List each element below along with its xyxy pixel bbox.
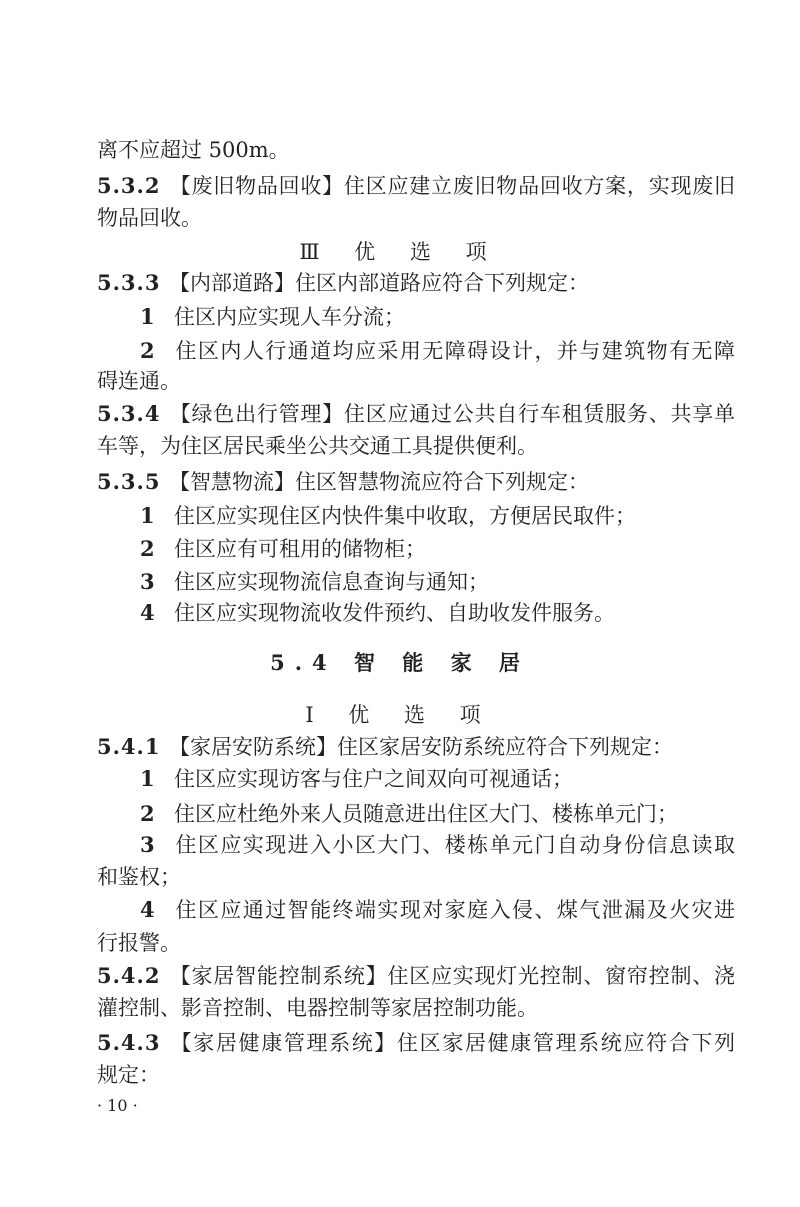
item-number: 2	[140, 801, 155, 826]
text-line: 行报警。	[97, 931, 181, 955]
clause-text: 【废旧物品回收】住区应建立废旧物品回收方案，实现废旧	[169, 174, 735, 198]
item-text: 住区应通过智能终端实现对家庭入侵、煤气泄漏及火灾进	[174, 898, 735, 922]
subsection-heading: Ⅰ 优 选 项	[305, 703, 495, 727]
clause-text: 【内部道路】住区内部道路应符合下列规定：	[169, 271, 589, 295]
clause-5-4-3	[97, 1029, 735, 1057]
item-number: 3	[140, 832, 155, 857]
clause-5-3-3	[97, 269, 735, 297]
list-item	[140, 765, 735, 793]
clause-5-3-2	[97, 172, 735, 200]
item-text: 住区应有可租用的储物柜；	[174, 537, 426, 561]
clause-text: 【家居智能控制系统】住区应实现灯光控制、窗帘控制、浇	[169, 964, 735, 988]
clause-text: 【智慧物流】住区智慧物流应符合下列规定：	[169, 470, 589, 494]
item-number: 2	[140, 536, 155, 561]
clause-number: 5.4.1	[97, 734, 161, 759]
list-item	[140, 337, 735, 365]
clause-text: 【家居健康管理系统】住区家居健康管理系统应符合下列	[169, 1031, 735, 1055]
clause-number: 5.3.4	[97, 401, 161, 426]
clause-number: 5.4.2	[97, 963, 161, 988]
clause-5-4-2	[97, 962, 735, 990]
text-line: 灌控制、影音控制、电器控制等家居控制功能。	[97, 996, 538, 1020]
item-text: 住区应实现物流信息查询与通知；	[174, 570, 489, 594]
item-number: 1	[140, 766, 155, 791]
page-number: · 10 ·	[97, 1096, 138, 1115]
item-text: 住区内应实现人车分流；	[174, 305, 405, 329]
clause-5-3-4	[97, 400, 735, 428]
item-number: 2	[140, 338, 155, 363]
clause-5-4-1	[97, 733, 735, 761]
text-line: 离不应超过 500m。	[97, 138, 290, 162]
item-number: 4	[140, 897, 155, 922]
list-item	[140, 896, 735, 924]
text-line: 物品回收。	[97, 206, 202, 230]
text-line: 和鉴权；	[97, 865, 181, 889]
item-text: 住区应实现进入小区大门、楼栋单元门自动身份信息读取	[174, 833, 735, 857]
clause-text: 【绿色出行管理】住区应通过公共自行车租赁服务、共享单	[169, 402, 735, 426]
item-number: 1	[140, 304, 155, 329]
clause-5-3-5	[97, 468, 735, 496]
item-text: 住区应实现物流收发件预约、自助收发件服务。	[174, 601, 615, 625]
section-heading: 5.4 智 能 家 居	[270, 650, 530, 675]
clause-number: 5.3.2	[97, 173, 161, 198]
item-text: 住区应实现访客与住户之间双向可视通话；	[174, 767, 573, 791]
text-line: 车等，为住区居民乘坐公共交通工具提供便利。	[97, 434, 538, 458]
item-text: 住区内人行通道均应采用无障碍设计，并与建筑物有无障	[174, 339, 735, 363]
item-number: 3	[140, 569, 155, 594]
list-item	[140, 502, 735, 530]
clause-number: 5.4.3	[97, 1030, 161, 1055]
clause-number: 5.3.3	[97, 270, 161, 295]
item-text: 住区应杜绝外来人员随意进出住区大门、楼栋单元门；	[174, 802, 678, 826]
text-line: 规定：	[97, 1063, 160, 1087]
list-item	[140, 800, 735, 828]
item-number: 4	[140, 600, 155, 625]
list-item	[140, 599, 735, 627]
subsection-heading: Ⅲ 优 选 项	[299, 240, 501, 264]
item-number: 1	[140, 503, 155, 528]
text-line: 碍连通。	[97, 369, 181, 393]
clause-number: 5.3.5	[97, 469, 161, 494]
list-item	[140, 568, 735, 596]
list-item	[140, 535, 735, 563]
list-item	[140, 303, 735, 331]
clause-text: 【家居安防系统】住区家居安防系统应符合下列规定：	[169, 735, 673, 759]
item-text: 住区应实现住区内快件集中收取，方便居民取件；	[174, 504, 636, 528]
list-item	[140, 831, 735, 859]
